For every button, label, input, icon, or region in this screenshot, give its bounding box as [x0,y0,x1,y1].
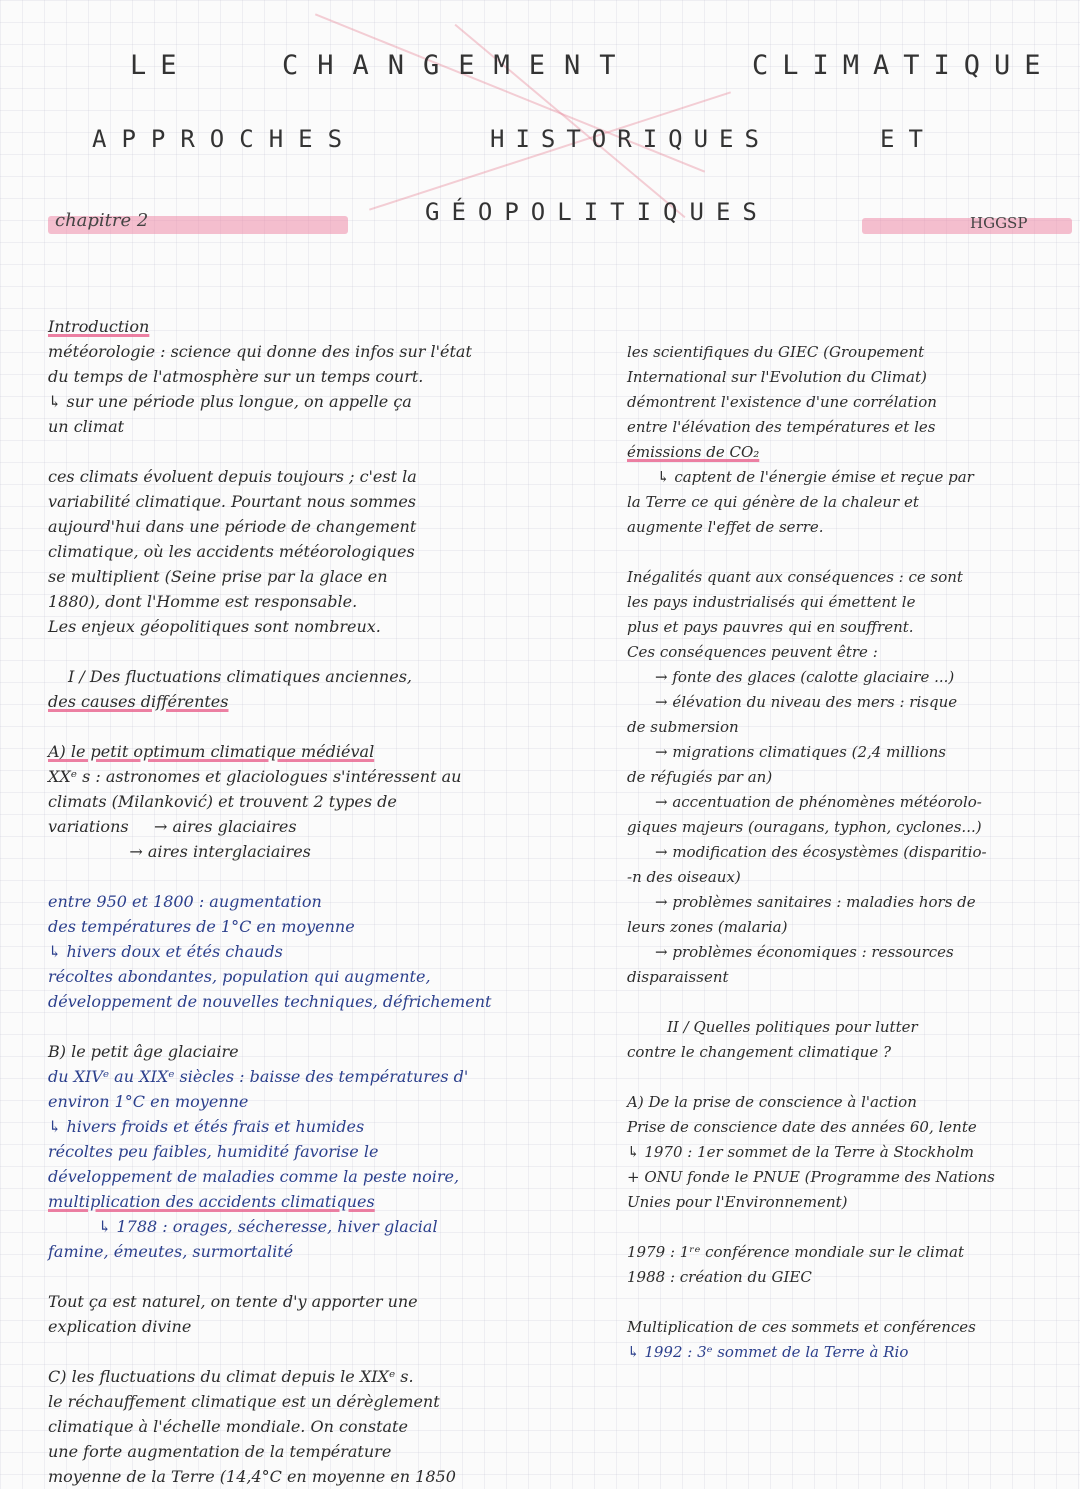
note-line: giques majeurs (ouragans, typhon, cyclones...) [627,818,982,836]
note-line: ↳ 1992 : 3ᵉ sommet de la Terre à Rio [627,1343,909,1361]
note-line: aujourd'hui dans une période de changement [48,517,417,536]
note-line: moyenne de la Terre (14,4°C en moyenne en 1850 [48,1467,456,1486]
note-line: Multiplication de ces sommets et conférences [627,1318,976,1336]
spacer [48,439,573,464]
note-line: un climat [48,417,125,436]
subsection-heading: A) le petit optimum climatique médiéval [48,742,375,761]
note-line: → aires interglaciaires [48,842,311,861]
chapter-label: chapitre 2 [55,210,149,231]
note-line: le réchauffement climatique est un dérèglement [48,1392,440,1411]
note-line: récoltes abondantes, population qui augmente, [48,967,431,986]
note-line: la Terre ce qui génère de la chaleur et [627,493,919,511]
note-line: → problèmes économiques : ressources [655,943,954,961]
note-line: → modification des écosystèmes (disparitio- [655,843,987,861]
note-line: du temps de l'atmosphère sur un temps court. [48,367,424,386]
note-line: -n des oiseaux) [627,868,741,886]
note-line: climatique, où les accidents météorologiques [48,542,415,561]
note-line: développement de maladies comme la peste noire, [48,1167,460,1186]
subsection-heading: C) les fluctuations du climat depuis le XIXᵉ s. [48,1367,414,1386]
note-line: météorologie : science qui donne des infos sur l'état [48,342,472,361]
note-line: Les enjeux géopolitiques sont nombreux. [48,617,381,636]
note-line: environ 1°C en moyenne [48,1092,249,1111]
note-line: ↳ 1970 : 1er sommet de la Terre à Stockholm [627,1143,975,1161]
title-word-changement: CHANGEMENT [282,50,635,81]
note-line: → fonte des glaces (calotte glaciaire ...) [655,668,955,686]
subsection-heading: B) le petit âge glaciaire [48,1042,239,1061]
spacer [48,1264,573,1289]
note-line: ↳ sur une période plus longue, on appelle ça [48,392,412,411]
note-line: ↳ captent de l'énergie émise et reçue par [657,468,974,486]
title-word-le: LE [130,50,191,81]
note-line: → élévation du niveau des mers : risque [655,693,958,711]
spacer [627,1065,1077,1090]
section-heading: II / Quelles politiques pour lutter [667,1018,918,1036]
note-line: de réfugiés par an) [627,768,773,786]
note-line: multiplication des accidents climatiques [48,1192,375,1211]
note-line: 1880), dont l'Homme est responsable. [48,592,358,611]
note-line: ↳ hivers doux et étés chauds [48,942,283,961]
note-line: Prise de conscience date des années 60, lente [627,1118,977,1136]
spacer [627,1290,1077,1315]
note-line: entre 950 et 1800 : augmentation [48,892,322,911]
note-line: les pays industrialisés qui émettent le [627,593,916,611]
section-heading: contre le changement climatique ? [627,1043,892,1061]
note-line: → migrations climatiques (2,4 millions [655,743,946,761]
note-line: ces climats évoluent depuis toujours ; c'est la [48,467,417,486]
note-line: émissions de CO₂ [627,443,760,461]
note-line: récoltes peu faibles, humidité favorise le [48,1142,379,1161]
note-line: ↳ 1788 : orages, sécheresse, hiver glacial [98,1217,438,1236]
spacer [48,1339,573,1364]
note-line: climatique à l'échelle mondiale. On constate [48,1417,408,1436]
note-line: des températures de 1°C en moyenne [48,917,355,936]
title-word-climatique: CLIMATIQUE [752,50,1055,81]
spacer [48,864,573,889]
note-line: une forte augmentation de la température [48,1442,392,1461]
section-heading: I / Des fluctuations climatiques anciennes, [68,667,412,686]
subsection-heading: A) De la prise de conscience à l'action [627,1093,917,1111]
note-line: disparaissent [627,968,729,986]
spacer [48,714,573,739]
note-line: International sur l'Evolution du Climat) [627,368,927,386]
note-line: Unies pour l'Environnement) [627,1193,848,1211]
note-line: ↳ hivers froids et étés frais et humides [48,1117,365,1136]
note-line: + ONU fonde le PNUE (Programme des Nations [627,1168,995,1186]
course-highlight [862,218,1072,234]
note-line: de submersion [627,718,739,736]
course-label: HGGSP [970,214,1028,232]
subtitle-word-approches: APPROCHES [92,125,358,153]
note-line: du XIVᵉ au XIXᵉ siècles : baisse des températures d' [48,1067,469,1086]
section-heading: des causes différentes [48,692,229,711]
note-line: explication divine [48,1317,192,1336]
note-line: variabilité climatique. Pourtant nous sommes [48,492,416,511]
note-line: développement de nouvelles techniques, défrichement [48,992,492,1011]
note-line: 1979 : 1ʳᵉ conférence mondiale sur le climat [627,1243,964,1261]
note-line: variations → aires glaciaires [48,817,297,836]
spacer [627,540,1077,565]
note-line: Ces conséquences peuvent être : [627,643,878,661]
note-line: → accentuation de phénomènes météorolo- [655,793,982,811]
note-line: XXᵉ s : astronomes et glaciologues s'intéressent au [48,767,462,786]
title-word-geopolitiques: GÉOPOLITIQUES [425,198,769,226]
note-line: augmente l'effet de serre. [627,518,824,536]
introduction-heading: Introduction [48,317,150,336]
spacer [48,1014,573,1039]
note-line: climats (Milanković) et trouvent 2 types de [48,792,397,811]
note-line: → problèmes sanitaires : maladies hors de [655,893,976,911]
spacer [627,1215,1077,1240]
note-line: entre l'élévation des températures et les [627,418,936,436]
note-line: Inégalités quant aux conséquences : ce sont [627,568,963,586]
note-line: 1988 : création du GIEC [627,1268,812,1286]
subtitle-word-et: ET [880,125,937,153]
note-line: les scientifiques du GIEC (Groupement [627,343,925,361]
note-line: se multiplient (Seine prise par la glace en [48,567,388,586]
note-line: plus et pays pauvres qui en souffrent. [627,618,914,636]
note-line: famine, émeutes, surmortalité [48,1242,294,1261]
right-column [627,340,1077,1365]
spacer [48,639,573,664]
note-line: leurs zones (malaria) [627,918,788,936]
note-line: Tout ça est naturel, on tente d'y apporter une [48,1292,418,1311]
spacer [627,990,1077,1015]
note-line: démontrent l'existence d'une corrélation [627,393,937,411]
left-column [48,314,573,1489]
subtitle-word-historiques: HISTORIQUES [490,125,770,153]
